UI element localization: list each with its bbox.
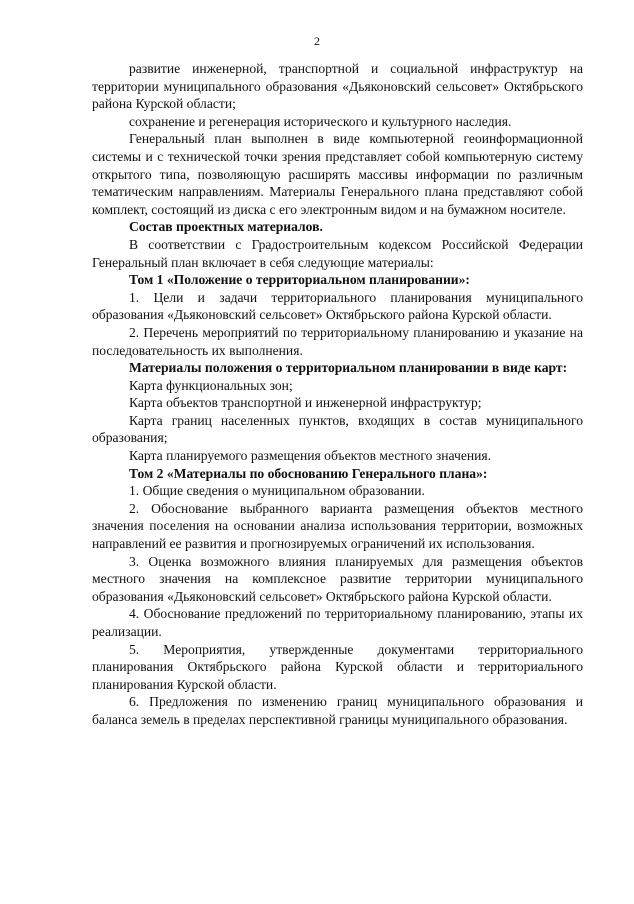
list-item: 4. Обоснование предложений по территориальному планированию, этапы их реализации. [92,606,583,639]
document-body [92,60,583,729]
list-item: Карта объектов транспортной и инженерной инфраструктур; [129,395,482,411]
list-item: 6. Предложения по изменению границ муниципального образования и баланса земель в пределах перспективной границы муниципального образования. [92,694,583,727]
paragraph: В соответствии с Градостроительным кодексом Российской Федерации Генеральный план включает в себя следующие материалы: [92,236,583,270]
list-item: Карта функциональных зон; [129,377,293,393]
section-heading: Состав проектных материалов. [129,219,323,235]
list-item: 1. Цели и задачи территориального планирования муниципального образования «Дьяконовский сельсовет» Октябрьского района Курской области. [92,289,583,323]
list-item: Карта планируемого размещения объектов местного значения. [129,448,492,464]
list-item: 2. Обоснование выбранного варианта размещения объектов местного значения поселения на основании анализа использования территории, возможных направлений ее развития и прогнозируемых ограничений их использования. [92,500,583,552]
list-item: 1. Общие сведения о муниципальном образовании. [129,483,425,499]
paragraph: Генеральный план выполнен в виде компьютерной геоинформационной системы и с технической точки зрения представляет собой компьютерную систему открытого типа, позволяющую расширять массивы информации по различным тематическим направлениям. Материалы Генерального плана представляют собой комплект, состоящий из диска с его электронным видом и на бумажном носителе. [92,131,583,217]
page-number: 2 [314,34,320,48]
section-heading: Материалы положения о территориальном планировании в виде карт: [129,360,568,376]
paragraph: сохранение и регенерация исторического и культурного наследия. [129,113,512,129]
paragraph: развитие инженерной, транспортной и социальной инфраструктур на территории муниципального образования «Дьяконовский сельсовет» Октябрьского района Курской области; [92,61,583,112]
list-item: 3. Оценка возможного влияния планируемых для размещения объектов местного значения на комплексное развитие территории муниципального образования «Дьяконовский сельсовет» Октябрьского района Курской области. [92,553,583,604]
list-item: Карта границ населенных пунктов, входящих в состав муниципального образования; [92,412,583,446]
list-item: 2. Перечень мероприятий по территориальному планированию и указание на последовательность их выполнения. [92,324,583,358]
list-item: 5. Мероприятия, утвержденные документами территориального планирования Октябрьского района Курской области и территориального планирования Курской области. [92,641,583,692]
volume-heading: Том 2 «Материалы по обоснованию Генерального плана»: [129,465,488,481]
volume-heading: Том 1 «Положение о территориальном планировании»: [129,272,470,288]
